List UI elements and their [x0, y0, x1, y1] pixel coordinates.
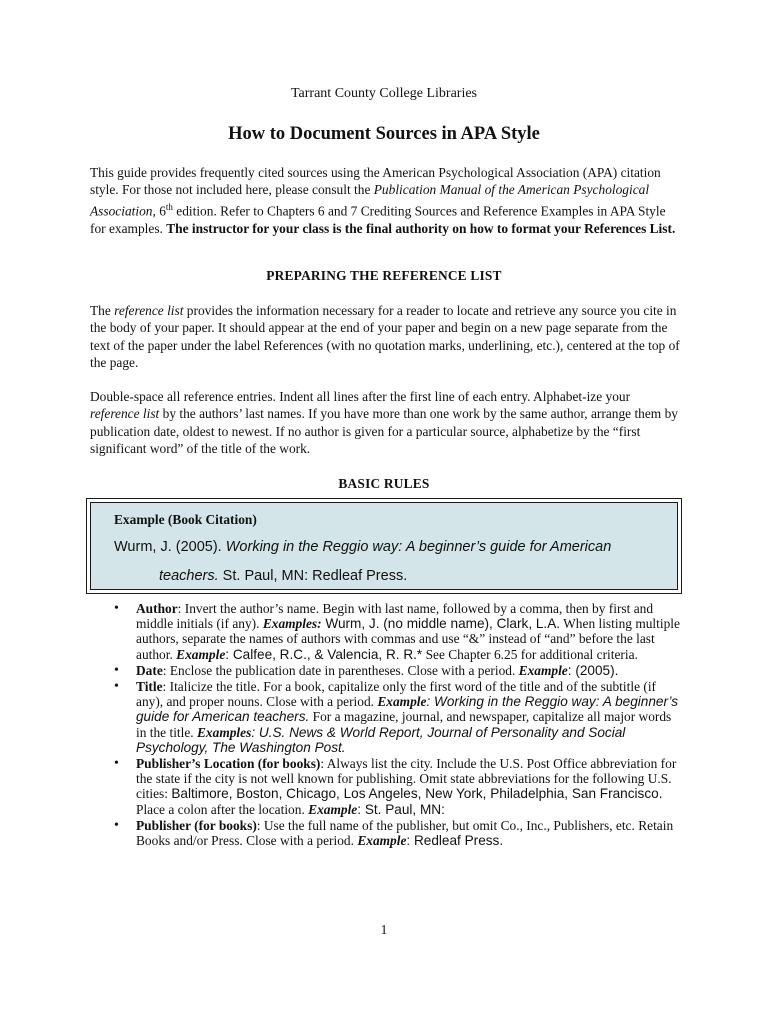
rule-location-ex: : St. Paul, MN:: [357, 801, 445, 817]
citation-title-part2: teachers.: [159, 568, 219, 584]
example-citation-line-2: [159, 568, 407, 584]
example-citation-line-1: [114, 539, 611, 555]
ds-term: reference list: [90, 406, 160, 422]
ref-text-a: The: [90, 303, 115, 318]
rule-location-text-1: : Always list the city. Include the U.S. Post Office abbreviation for the state if the city is not well known for publishing. Omit state abbreviations for the following U.S. cities:: [136, 756, 677, 802]
rule-publisher-ex-label: Example: [357, 833, 407, 849]
institution-header: Tarrant County College Libraries: [290, 86, 478, 101]
ref-term: reference list: [114, 303, 184, 318]
rule-title-label: Title: [136, 679, 163, 695]
rule-location: [114, 756, 680, 817]
rule-title: [114, 679, 680, 755]
reference-list-paragraph: [90, 302, 680, 372]
section-heading-preparing: PREPARING THE REFERENCE LIST: [266, 268, 502, 283]
rule-location-label: Publisher’s Location (for books): [136, 756, 321, 772]
citation-publisher: St. Paul, MN: Redleaf Press.: [218, 568, 408, 584]
example-citation-box: [90, 502, 678, 590]
intro-text-2: , 6: [152, 203, 166, 219]
rule-author-text-3: See Chapter 6.25 for additional criteria.: [422, 646, 638, 662]
ds-text-a: Double-space all reference entries. Indent all lines after the first line of each entry. Alphabet-ize your: [90, 389, 631, 404]
page-number: 1: [380, 922, 388, 937]
rule-date-ex: : (2005).: [567, 662, 619, 678]
intro-text-3: edition. Refer to Chapters 6 and 7 Crediting Sources and Reference Examples in APA Style for examples.: [90, 203, 666, 236]
rule-author-label: Author: [136, 601, 178, 616]
edition-superscript: th: [165, 201, 173, 212]
rule-title-text-1: : Italicize the title. For a book, capitalize only the first word of the title and of the subtitle (if any), and proper nouns. Close with a period.: [136, 679, 656, 710]
rule-title-text-2: For a magazine, journal, and newspaper, capitalize all major words in the title.: [136, 709, 672, 740]
rule-author: [114, 601, 680, 662]
rule-publisher-ex: : Redleaf Press.: [406, 833, 504, 849]
manual-title: Publication Manual of the American Psychological Association: [90, 182, 650, 219]
section-heading-basic-rules: BASIC RULES: [338, 476, 430, 491]
rule-date-text: : Enclose the publication date in parentheses. Close with a period.: [162, 662, 519, 678]
rule-location-cities: Baltimore, Boston, Chicago, Los Angeles, New York, Philadelphia, San Francisco.: [171, 786, 663, 802]
rule-date: [114, 663, 680, 678]
ref-text-b: provides the information necessary for a reader to locate and retrieve any source you cite in the body of your paper. It should appear at the end of your paper and begin on a new page separate from the text of the paper under the label References (with no quotation marks, underlining, etc.), centered at the top of the page.: [90, 303, 680, 371]
rule-publisher: [114, 818, 680, 848]
intro-paragraph: [90, 164, 680, 237]
rule-publisher-text: : Use the full name of the publisher, but omit Co., Inc., Publishers, etc. Retain Books and/or Press. Close with a period.: [136, 817, 674, 849]
rule-author-ex-label: Examples:: [262, 616, 322, 632]
rule-author-ex-1: Wurm, J. (no middle name), Clark, L.A.: [321, 616, 561, 632]
rule-date-label: Date: [136, 662, 163, 678]
ds-text-b: by the authors’ last names. If you have more than one work by the same author, arrange them by publication date, oldest to newest. If no author is given for a particular source, alphabetize by the “first significant word” of the title of the work.: [90, 406, 678, 457]
rule-date-ex-label: Example: [518, 662, 568, 678]
example-box-label: Example (Book Citation): [114, 512, 257, 527]
rule-author-ex-label-2: Example: [176, 646, 226, 662]
rule-location-ex-label: Example: [308, 801, 358, 817]
rule-author-text-1: : Invert the author’s name. Begin with last name, followed by a comma, then by first and middle initials (if any).: [136, 601, 654, 632]
page-title: How to Document Sources in APA Style: [228, 124, 540, 144]
citation-title-part1: Working in the Reggio way: A beginner’s guide for American: [225, 539, 612, 555]
rule-title-ex: : Working in the Reggio way: A beginner’s guide for American teachers.: [136, 694, 679, 725]
double-space-paragraph: [90, 388, 680, 458]
instructor-note: The instructor for your class is the final authority on how to format your References List.: [166, 220, 676, 236]
basic-rules-list: [114, 601, 680, 849]
intro-text-1: This guide provides frequently cited sources using the American Psychological Association (APA) citation style. For those not included here, please consult the: [90, 165, 661, 198]
rule-title-ex-2: : U.S. News & World Report, Journal of Personality and Social Psychology, The Washington Post.: [136, 724, 626, 755]
rule-title-ex-label: Example: [377, 694, 427, 710]
rule-publisher-label: Publisher (for books): [136, 817, 257, 833]
rule-title-ex-label-2: Examples: [197, 724, 252, 740]
citation-author: Wurm, J. (2005).: [114, 539, 226, 555]
rule-author-ex-2: : Calfee, R.C., & Valencia, R. R.*: [225, 646, 423, 662]
rule-location-text-2: Place a colon after the location.: [136, 801, 309, 817]
rule-author-text-2: When listing multiple authors, separate the names of authors with commas and use “&” instead of “and” before the last author.: [136, 616, 680, 662]
